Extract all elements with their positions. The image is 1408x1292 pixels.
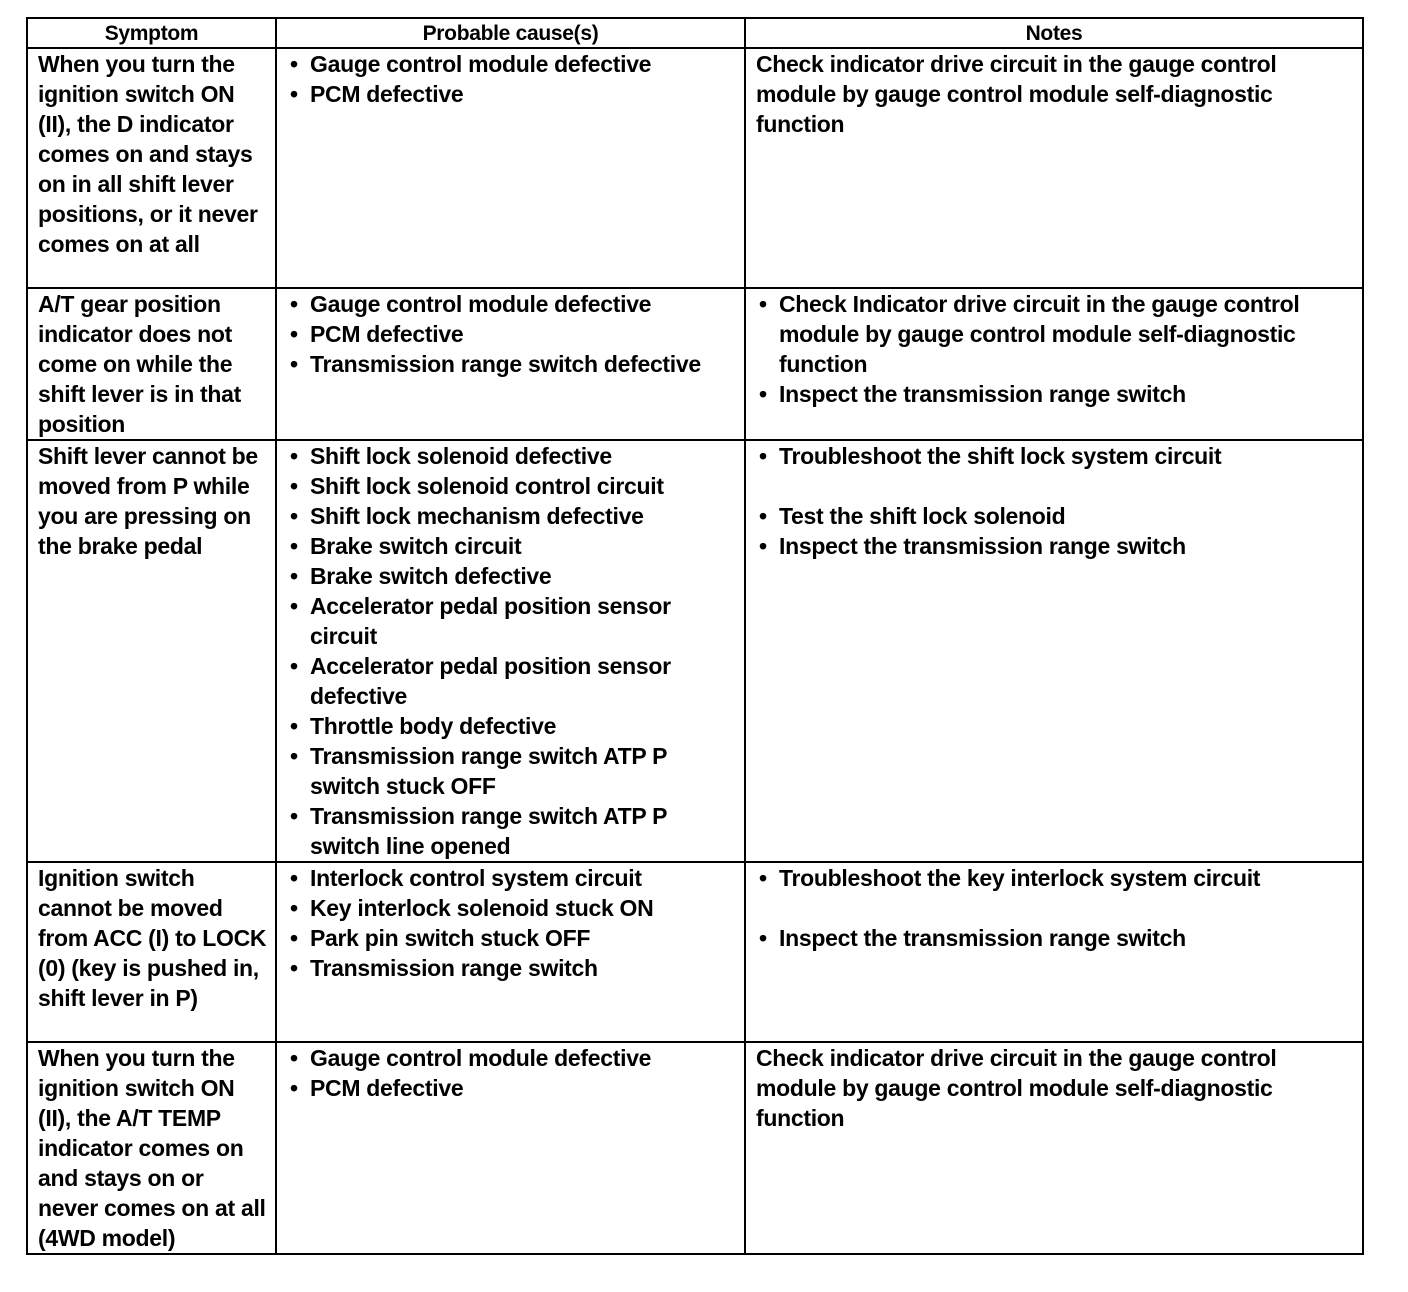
cause-cell [276, 862, 745, 1042]
cause-item: • Gauge control module defective [287, 49, 738, 79]
cause-list [287, 49, 738, 109]
symptom-cell [27, 48, 276, 288]
cause-item: • Interlock control system circuit [287, 863, 738, 893]
notes-item: • Inspect the transmission range switch [756, 923, 1356, 953]
cause-item: • Transmission range switch defective [287, 349, 738, 379]
cause-item: • Transmission range switch ATP P switch stuck OFF [287, 741, 738, 801]
cause-list [287, 441, 738, 861]
cause-item: • Gauge control module defective [287, 289, 738, 319]
cause-item: • PCM defective [287, 319, 738, 349]
notes-item: • Check Indicator drive circuit in the gauge control module by gauge control module self-diagnostic function [756, 289, 1356, 379]
symptom-cell [27, 862, 276, 1042]
cause-item: • Brake switch circuit [287, 531, 738, 561]
table-row [27, 862, 1363, 1042]
table-row [27, 48, 1363, 288]
notes-cell [745, 48, 1363, 288]
notes-item: • Troubleshoot the key interlock system circuit [756, 863, 1356, 893]
cause-cell [276, 48, 745, 288]
header-row [27, 18, 1363, 48]
symptom-text: Ignition switch cannot be moved from ACC (I) to LOCK (0) (key is pushed in, shift lever in P) [38, 865, 267, 1011]
cause-cell [276, 440, 745, 862]
notes-cell [745, 288, 1363, 440]
cause-item: • Accelerator pedal position sensor circuit [287, 591, 738, 651]
cause-item: • Transmission range switch ATP P switch line opened [287, 801, 738, 861]
notes-list [756, 441, 1356, 561]
table-row [27, 1042, 1363, 1254]
symptom-cell [27, 288, 276, 440]
notes-cell [745, 440, 1363, 862]
cause-item: • PCM defective [287, 79, 738, 109]
header-probable-causes: Probable cause(s) [276, 18, 745, 48]
symptom-text: Shift lever cannot be moved from P while you are pressing on the brake pedal [38, 443, 258, 559]
cause-item: • Gauge control module defective [287, 1043, 738, 1073]
notes-list [756, 289, 1356, 409]
cause-item: • PCM defective [287, 1073, 738, 1103]
cause-list [287, 863, 738, 983]
notes-cell [745, 1042, 1363, 1254]
notes-item: • Troubleshoot the shift lock system circuit [756, 441, 1356, 471]
table-row [27, 440, 1363, 862]
header-notes: Notes [745, 18, 1363, 48]
cause-list [287, 289, 738, 379]
cause-list [287, 1043, 738, 1103]
troubleshooting-table [26, 17, 1364, 1255]
notes-item: • Inspect the transmission range switch [756, 379, 1356, 409]
symptom-text: When you turn the ignition switch ON (II), the A/T TEMP indicator comes on and stays on or never comes on at all (4WD model) [38, 1045, 266, 1251]
notes-text: Check indicator drive circuit in the gauge control module by gauge control module self-diagnostic function [756, 51, 1277, 137]
notes-text: Check indicator drive circuit in the gauge control module by gauge control module self-diagnostic function [756, 1045, 1277, 1131]
cause-item: • Brake switch defective [287, 561, 738, 591]
notes-list [756, 863, 1356, 953]
cause-item: • Key interlock solenoid stuck ON [287, 893, 738, 923]
cause-item: • Park pin switch stuck OFF [287, 923, 738, 953]
symptom-cell [27, 440, 276, 862]
symptom-text: When you turn the ignition switch ON (II), the D indicator comes on and stays on in all shift lever positions, or it never comes on at all [38, 51, 258, 257]
cause-item: • Shift lock mechanism defective [287, 501, 738, 531]
cause-item: • Accelerator pedal position sensor defective [287, 651, 738, 711]
header-symptom: Symptom [27, 18, 276, 48]
table-row [27, 288, 1363, 440]
symptom-text: A/T gear position indicator does not come on while the shift lever is in that position [38, 291, 242, 437]
notes-item: • Inspect the transmission range switch [756, 531, 1356, 561]
notes-cell [745, 862, 1363, 1042]
cause-item: • Shift lock solenoid defective [287, 441, 738, 471]
cause-item: • Transmission range switch [287, 953, 738, 983]
cause-item: • Throttle body defective [287, 711, 738, 741]
notes-item: • Test the shift lock solenoid [756, 501, 1356, 531]
cause-cell [276, 288, 745, 440]
cause-item: • Shift lock solenoid control circuit [287, 471, 738, 501]
cause-cell [276, 1042, 745, 1254]
symptom-cell [27, 1042, 276, 1254]
